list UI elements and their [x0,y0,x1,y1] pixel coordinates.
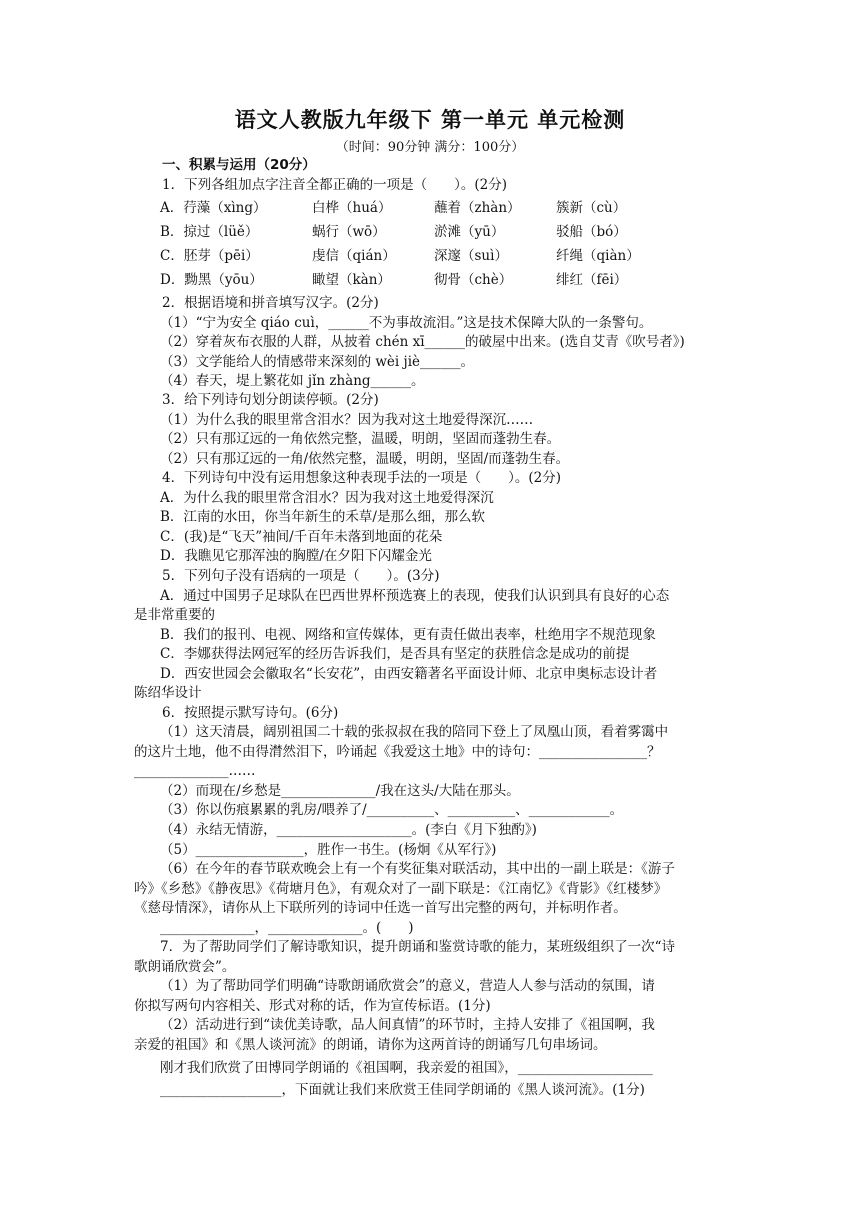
q6-item-1-line2: 的这片土地，他不由得潸然泪下，吟诵起《我爱这土地》中的诗句：________________？ [134,744,661,760]
page-title: 语文人教版九年级下 第一单元 单元检测 [234,108,626,132]
q6-item-6-line1: （6）在今年的春节联欢晚会上有一个有奖征集对联活动，其中出的一副上联是：《游子 [160,861,675,877]
q6-item-3: （3）你以伤痕累累的乳房/喂养了/__________、__________、____________。 [160,802,624,818]
q1-option-a-2: 白桦（huá） [312,200,392,216]
q3-item-3: （2）只有那辽远的一角/依然完整，温暖，明朗，坚固/而蓬勃生春。 [160,451,570,467]
q1-option-c-3: 深邃（suì） [434,248,508,264]
q7-item-1-line1: （1）为了帮助同学们明确“诗歌朗诵欣赏会”的意义，营造人人参与活动的氛围，请 [160,978,655,994]
q1-option-b-3: 淤滩（yū） [434,224,505,240]
q2-item-2: （2）穿着灰布衣服的人群，从披着 chén xī______的破屋中出来。(选自艾青《吹号者》) [160,334,685,350]
q1-option-b-2: 蜗行（wō） [312,224,386,240]
q4-option-d: D．我瞧见它那浑浊的胸膛/在夕阳下闪耀金光 [160,548,432,564]
q1-option-c-1: C．胚芽（pēi） [160,248,259,264]
q1-option-d-3: 彻骨（chè） [434,272,513,288]
q7-item-2-line2: 亲爱的祖国》和《黑人谈河流》的朗诵，请你为这两首诗的朗诵写几句串场词。 [134,1037,607,1053]
q2-item-4: （4）春天，堤上繁花如 jǐn zhàng______。 [160,373,425,389]
q1-option-c-4: 纤绳（qiàn） [556,248,640,264]
q1-option-b-1: B．掠过（lüě） [160,224,259,240]
question-4-stem: 4．下列诗句中没有运用想象这种表现手法的一项是（ ）。(2分) [162,470,561,486]
q5-option-c: C．李娜获得法网冠军的经历告诉我们，是否具有坚定的获胜信念是成功的前提 [160,646,630,662]
q5-option-a-line2: 是非常重要的 [134,607,215,623]
q1-option-a-1: A．荇藻（xìng） [160,200,267,216]
question-6-stem: 6．按照提示默写诗句。(6分) [162,705,339,721]
q5-option-d-line2: 陈绍华设计 [134,685,202,701]
q1-option-d-4: 绯红（fēi） [556,272,628,288]
q1-option-d-1: D．黝黑（yōu） [160,272,263,288]
q4-option-c: C．(我)是“飞天”袖间/千百年未落到地面的花朵 [160,529,443,545]
q6-item-6-line3: 《慈母情深》，请你从上下联所列的诗词中任选一首写出完整的两句，并标明作者。 [134,900,627,916]
q1-option-c-2: 虔信（qián） [312,248,396,264]
q6-item-6-answer-blank: ______________，______________。( ) [160,920,414,936]
question-3-stem: 3．给下列诗句划分朗读停顿。(2分) [162,392,379,408]
q5-option-b: B．我们的报刊、电视、网络和宣传媒体，更有责任做出表率，杜绝用字不规范现象 [160,627,656,643]
q1-option-d-2: 瞰望（kàn） [312,272,391,288]
q5-option-d-line1: D．西安世园会会徽取名“长安花”，由西安籍著名平面设计师、北京申奥标志设计者 [160,666,658,682]
q4-option-b: B．江南的水田，你当年新生的禾草/是那么细，那么软 [160,509,485,525]
q6-item-4: （4）永结无情游，____________________。(李白《月下独酌》) [160,822,537,838]
q6-item-1-line1: （1）这天清晨，阔别祖国二十载的张叔叔在我的陪同下登上了凤凰山顶，看着雾霭中 [160,724,669,740]
q5-option-a-line1: A．通过中国男子足球队在巴西世界杯预选赛上的表现，使我们认识到具有良好的心态 [160,588,670,604]
question-2-stem: 2．根据语境和拼音填写汉字。(2分) [162,295,379,311]
question-1-stem: 1．下列各组加点字注音全都正确的一项是（ ）。(2分) [162,177,507,193]
q7-item-1-line2: 你拟写两句内容相关、形式对称的话，作为宣传标语。(1分) [134,998,491,1014]
q1-option-a-3: 蘸着（zhàn） [434,200,521,216]
q3-item-2: （2）只有那辽远的一角依然完整，温暖，明朗，坚固而蓬勃生春。 [160,431,561,447]
q7-item-2-line1: （2）活动进行到“读优美诗歌，品人间真情”的环节时，主持人安排了《祖国啊，我 [160,1017,655,1033]
q6-item-5: （5）________________，胜作一书生。(杨炯《从军行》) [160,842,497,858]
q6-item-2: （2）而现在/乡愁是______________/我在这头/大陆在那头。 [160,783,520,799]
q2-item-3: （3）文学能给人的情感带来深刻的 wèi jiè______。 [160,354,475,370]
q4-option-a: A．为什么我的眼里常含泪水？因为我对这土地爱得深沉 [160,490,494,506]
q7-item-3-line1: 刚才我们欣赏了田博同学朗诵的《祖国啊，我亲爱的祖国》，____________________ [160,1060,653,1076]
q6-item-1-line3: ______________…… [134,763,256,779]
exam-info: （时间：90分钟 满分：100分） [335,140,525,155]
q7-item-3-line2: __________________，下面就让我们来欣赏王佳同学朗诵的《黑人谈河流》。(1分) [160,1082,645,1098]
section-heading: 一、积累与运用（20分） [162,157,316,173]
q1-option-a-4: 簇新（cù） [556,200,627,216]
question-5-stem: 5．下列句子没有语病的一项是（ ）。(3分) [162,568,440,584]
q3-item-1: （1）为什么我的眼里常含泪水？因为我对这土地爱得深沉…… [160,412,534,428]
q1-option-b-4: 驳船（bó） [556,224,627,240]
q2-item-1: （1）“宁为安全 qiáo cuì，______不为事故流泪。”这是技术保障大队的一条警句。 [160,315,653,331]
q6-item-6-line2: 吟》《乡愁》《静夜思》《荷塘月色》，有观众对了一副下联是：《江南忆》《背影》《红楼梦》 [134,881,668,897]
question-7-stem-line2: 歌朗诵欣赏会”。 [134,959,236,975]
question-7-stem-line1: 7．为了帮助同学们了解诗歌知识，提升朗诵和鉴赏诗歌的能力，某班级组织了一次“诗 [160,939,675,955]
